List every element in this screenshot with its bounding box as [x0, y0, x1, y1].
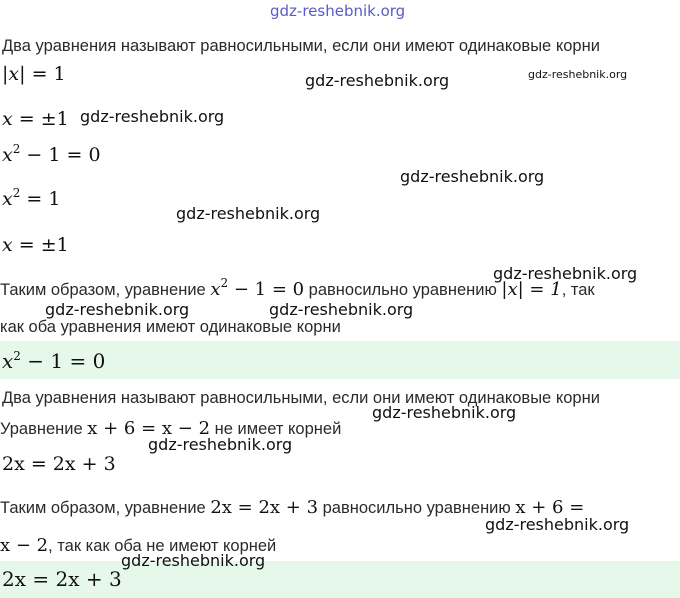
- watermark-small: gdz-reshebnik.org: [528, 68, 628, 81]
- watermark: gdz-reshebnik.org: [269, 300, 414, 319]
- watermark: gdz-reshebnik.org: [372, 403, 517, 422]
- conclusion-2-eq1: 2x = 2x + 3: [210, 497, 319, 518]
- watermark: gdz-reshebnik.org: [485, 515, 630, 534]
- block2-line1-eq: x + 6 = x − 2: [87, 418, 211, 439]
- watermark: gdz-reshebnik.org: [493, 264, 638, 283]
- conclusion-1-eq1-rhs: − 1 = 0: [233, 279, 305, 300]
- answer-1: $x^2 - 1 = 0$: [2, 349, 106, 373]
- answer-1-rhs: − 1 = 0: [27, 349, 106, 373]
- eq4-rhs: = 1: [26, 188, 61, 210]
- conclusion-1-line2: как оба уравнения имеют одинаковые корни: [0, 318, 341, 336]
- conclusion-2-line2-eq: x − 2: [0, 535, 49, 556]
- equation-x2-minus-1: $x^2 - 1 = 0$: [2, 142, 101, 166]
- eq5-rhs: = ±1: [18, 234, 69, 256]
- watermark: gdz-reshebnik.org: [80, 107, 225, 126]
- conclusion-2-text-a: Таким образом, уравнение: [0, 499, 206, 517]
- answer-2: 2x = 2x + 3: [2, 567, 122, 591]
- abs-x: |x|: [2, 63, 26, 85]
- watermark: gdz-reshebnik.org: [305, 71, 450, 90]
- watermark-top: gdz-reshebnik.org: [270, 2, 406, 20]
- eq3-rhs: − 1 = 0: [26, 144, 101, 166]
- equation-x-pm1: x = ±1: [2, 108, 69, 130]
- conclusion-1-text-c: , так: [561, 281, 595, 299]
- conclusion-2-line2-text: , так как оба не имеют корней: [48, 537, 277, 555]
- block2-line1-text-b: не имеет корней: [214, 420, 342, 438]
- conclusion-1-text-a: Таким образом, уравнение: [0, 281, 206, 299]
- block2-line1-text-a: Уравнение: [0, 420, 83, 438]
- conclusion-2-text-b: равносильно уравнению: [322, 499, 511, 517]
- equation-abs-x: [2, 63, 66, 85]
- eq2-rhs: = ±1: [18, 108, 69, 130]
- conclusion-1-eq2: |x| = 1: [501, 279, 562, 300]
- watermark: gdz-reshebnik.org: [148, 435, 293, 454]
- watermark: gdz-reshebnik.org: [400, 167, 545, 186]
- equation-x-pm1-2: x = ±1: [2, 234, 69, 256]
- equation-x2-eq-1: $x^2 = 1$: [2, 186, 61, 210]
- equation-2x: 2x = 2x + 3: [2, 453, 116, 475]
- conclusion-1-line1: [0, 276, 595, 300]
- watermark: gdz-reshebnik.org: [121, 551, 266, 570]
- conclusion-1-text-b: равносильно уравнению: [308, 281, 497, 299]
- definition-text-1: Два уравнения называют равносильными, если они имеют одинаковые корни: [2, 37, 600, 55]
- watermark: gdz-reshebnik.org: [176, 204, 321, 223]
- watermark: gdz-reshebnik.org: [45, 300, 190, 319]
- eq1-rhs: = 1: [31, 63, 66, 85]
- definition-text-2: Два уравнения называют равносильными, если они имеют одинаковые корни: [2, 389, 600, 407]
- conclusion-2-eq2: x + 6 =: [515, 497, 585, 518]
- conclusion-1-eq1: $x^2 - 1 = 0$: [210, 276, 305, 300]
